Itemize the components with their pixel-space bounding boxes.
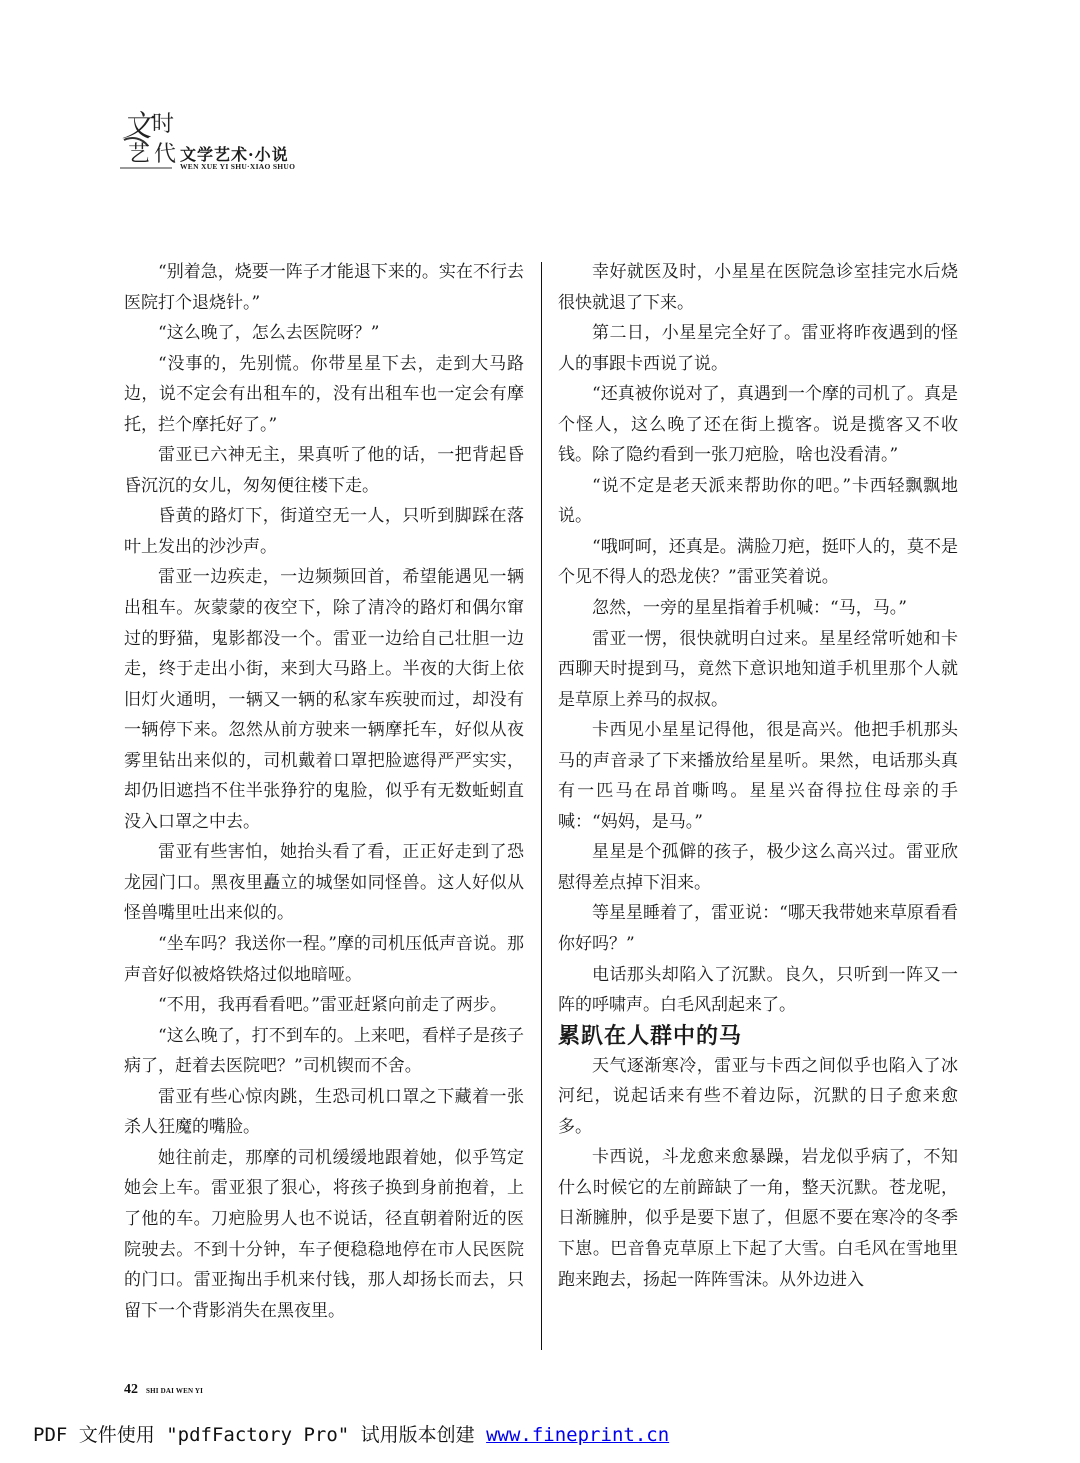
section-header — [118, 110, 418, 176]
footer-magazine-name: SHI DAI WEN YI — [146, 1387, 204, 1395]
paragraph: 电话那头却陷入了沉默。良久，只听到一阵又一阵的呼啸声。白毛风刮起来了。 — [558, 964, 958, 1016]
paragraph: “这么晚了，打不到车的。上来吧，看样子是孩子病了，赶着去医院吧？”司机锲而不舍。 — [124, 1025, 524, 1077]
left-column — [124, 257, 524, 1326]
paragraph: 雷亚已六神无主，果真听了他的话，一把背起昏昏沉沉的女儿，匆匆便往楼下走。 — [124, 445, 524, 496]
section-title: 文学艺术·小说 — [180, 145, 289, 164]
paragraph: 她往前走，那摩的司机缓缓地跟着她，似乎笃定她会上车。雷亚狠了狠心，将孩子换到身前抱着，上了他的车。刀疤脸男人也不说话，径直朝着附近的医院驶去。不到十分钟，车子便稳稳地停在市人民医院的门口。雷亚掏出手机来付钱，那人却扬长而去，只留下一个背影消失在黑夜里。 — [124, 1147, 524, 1321]
paragraph: 天气逐渐寒冷，雷亚与卡西之间似乎也陷入了冰河纪，说起话来有些不着边际，沉默的日子愈来愈多。 — [558, 1055, 958, 1137]
paragraph: 忽然，一旁的星星指着手机喊：“马，马。” — [592, 598, 907, 619]
paragraph: 雷亚有些害怕，她抬头看了看，正正好走到了恐龙园门口。黑夜里矗立的城堡如同怪兽。这人好似从怪兽嘴里吐出来似的。 — [124, 842, 524, 924]
right-column — [558, 257, 958, 1295]
paragraph: “这么晚了，怎么去医院呀？” — [158, 323, 380, 344]
logo-char-wen: 文 — [122, 109, 152, 144]
pdf-watermark — [33, 1420, 669, 1447]
paragraph: 星星是个孤僻的孩子，极少这么高兴过。雷亚欣慰得差点掉下泪来。 — [558, 842, 958, 893]
paragraph: 雷亚一边疾走，一边频频回首，希望能遇见一辆出租车。灰蒙蒙的夜空下，除了清冷的路灯和偶尔窜过的野猫，鬼影都没一个。雷亚一边给自己壮胆一边走，终于走出小街，来到大马路上。半夜的大街上依旧灯火通明，一辆又一辆的私家车疾驶而过，却没有一辆停下来。忽然从前方驶来一辆摩托车，好似从夜雾里钻出来似的，司机戴着口罩把脸遮得严严实实，却仍旧遮挡不住半张狰狞的鬼脸，似乎有无数蚯蚓直没入口罩之中去。 — [124, 567, 524, 832]
logo-char-dai: 代 — [154, 142, 177, 167]
paragraph: “没事的，先别慌。你带星星下去，走到大马路边，说不定会有出租车的，没有出租车也一定会有摩托，拦个摩托好了。” — [124, 353, 524, 435]
paragraph: “说不定是老天派来帮助你的吧。”卡西轻飘飘地说。 — [558, 475, 958, 527]
paragraph: “坐车吗？我送你一程。”摩的司机压低声音说。那声音好似被烙铁烙过似地暗哑。 — [124, 934, 524, 985]
paragraph: 幸好就医及时，小星星在医院急诊室挂完水后烧很快就退了下来。 — [558, 262, 958, 313]
paragraph: “别着急，烧要一阵子才能退下来的。实在不行去医院打个退烧针。” — [124, 262, 524, 313]
paragraph: 第二日，小星星完全好了。雷亚将昨夜遇到的怪人的事跟卡西说了说。 — [558, 323, 958, 374]
section-pinyin: WEN XUE YI SHU·XIAO SHUO — [180, 162, 296, 171]
paragraph: 昏黄的路灯下，街道空无一人，只听到脚踩在落叶上发出的沙沙声。 — [124, 506, 524, 557]
paragraph: “还真被你说对了，真遇到一个摩的司机了。真是个怪人，这么晚了还在街上揽客。说是揽客又不收钱。除了隐约看到一张刀疤脸，啥也没看清。” — [558, 384, 958, 466]
page-footer — [124, 1380, 203, 1398]
paragraph: 卡西见小星星记得他，很是高兴。他把手机那头马的声音录了下来播放给星星听。果然，电话那头真有一匹马在昂首嘶鸣。星星兴奋得拉住母亲的手喊：“妈妈，是马。” — [558, 720, 958, 832]
paragraph: 雷亚有些心惊肉跳，生恐司机口罩之下藏着一张杀人狂魔的嘴脸。 — [124, 1086, 524, 1138]
magazine-logo — [118, 109, 177, 170]
chapter-subheading: 累趴在人群中的马 — [558, 1022, 743, 1049]
paragraph: 卡西说，斗龙愈来愈暴躁，岩龙似乎病了，不知什么时候它的左前蹄缺了一角，整天沉默。苍龙呢，日渐臃肿，似乎是要下崽了，但愿不要在寒冷的冬季下崽。巴音鲁克草原上下起了大雪。白毛风在雪地里跑来跑去，扬起一阵阵雪沫。从外边进入 — [558, 1147, 958, 1290]
paragraph: “哦呵呵，还真是。满脸刀疤，挺吓人的，莫不是个见不得人的恐龙侠？”雷亚笑着说。 — [558, 536, 958, 588]
paragraph: “不用，我再看看吧。”雷亚赶紧向前走了两步。 — [158, 995, 507, 1016]
paragraph: 雷亚一愣，很快就明白过来。星星经常听她和卡西聊天时提到马，竟然下意识地知道手机里那个人就是草原上养马的叔叔。 — [558, 628, 958, 710]
page-number: 42 — [124, 1382, 138, 1397]
watermark-link[interactable]: www.fineprint.cn — [486, 1424, 670, 1446]
column-divider — [541, 262, 542, 1350]
watermark-text: PDF 文件使用 "pdfFactory Pro" 试用版本创建 — [33, 1424, 487, 1446]
paragraph: 等星星睡着了，雷亚说：“哪天我带她来草原看看你好吗？” — [558, 903, 958, 955]
logo-char-shi: 时 — [152, 112, 175, 137]
logo-char-yi: 艺 — [128, 142, 151, 167]
